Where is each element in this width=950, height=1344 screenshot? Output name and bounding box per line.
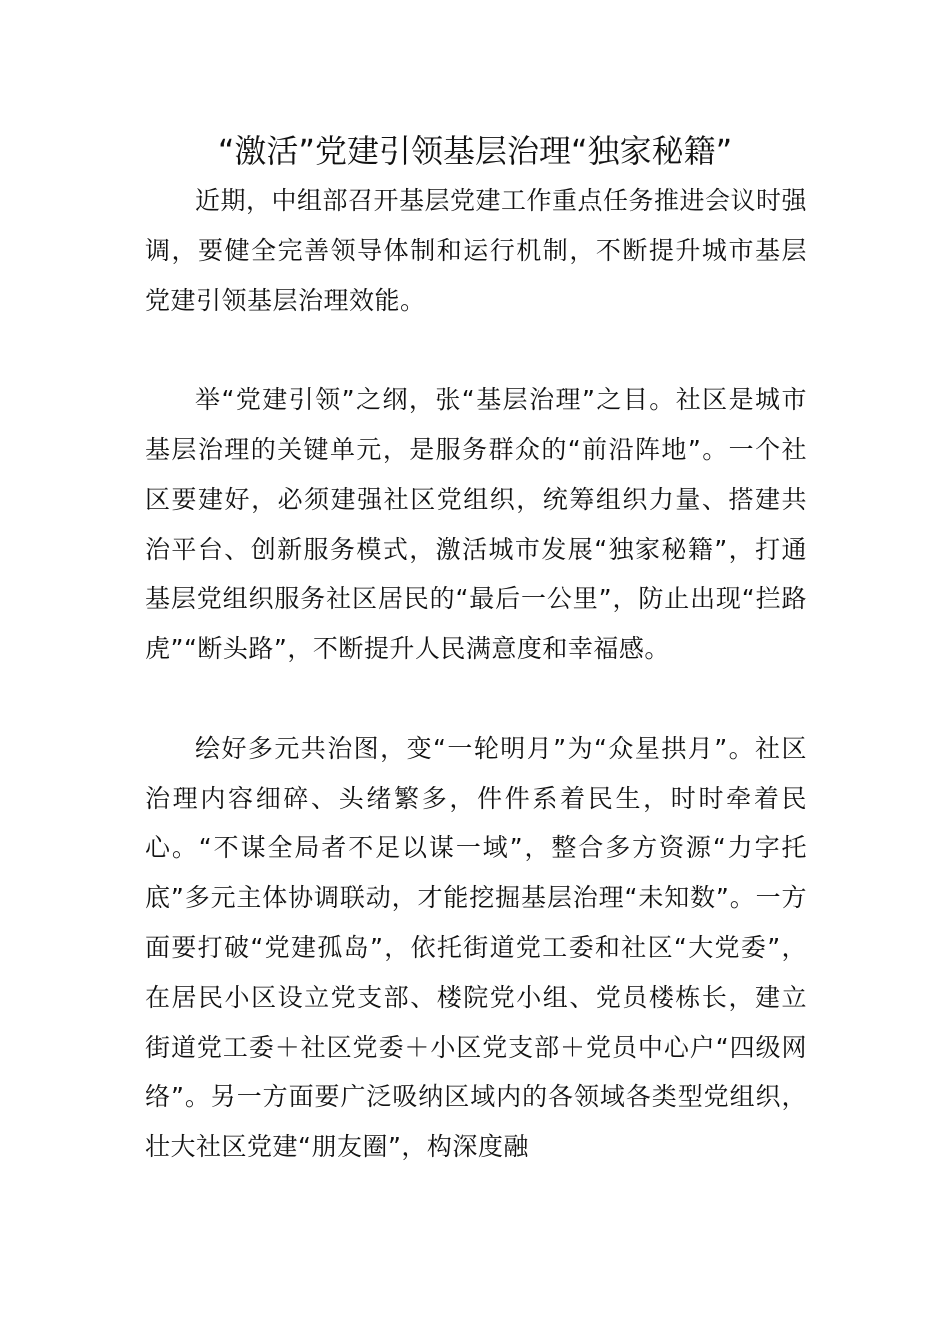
document-title: “激活”党建引领基层治理“独家秘籍” [217,132,733,170]
paragraph-spacer [145,325,807,375]
paragraph-spacer [145,674,807,724]
document-body [145,176,807,1172]
paragraph-1: 近期，中组部召开基层党建工作重点任务推进会议时强调，要健全完善领导体制和运行机制，不断提升城市基层党建引领基层治理效能。 [145,186,808,315]
paragraph-2: 举“党建引领”之纲，张“基层治理”之目。社区是城市基层治理的关键单元，是服务群众的“前沿阵地”。一个社区要建好，必须建强社区党组织，统筹组织力量、搭建共治平台、创新服务模式，激活城市发展“独家秘籍”，打通基层党组织服务社区居民的“最后一公里”，防止出现“拦路虎”“断头路”，不断提升人民满意度和幸福感。 [145,385,807,664]
paragraph-3: 绘好多元共治图，变“一轮明月”为“众星拱月”。社区治理内容细碎、头绪繁多，件件系着民生，时时牵着民心。“不谋全局者不足以谋一域”，整合多方资源“力字托底”多元主体协调联动，才能挖掘基层治理“未知数”。一方面要打破“党建孤岛”，依托街道党工委和社区“大党委”，在居民小区设立党支部、楼院党小组、党员楼栋长，建立街道党工委＋社区党委＋小区党支部＋党员中心户“四级网络”。另一方面要广泛吸纳区域内的各领域各类型党组织，壮大社区党建“朋友圈”，构深度融 [145,733,807,1162]
